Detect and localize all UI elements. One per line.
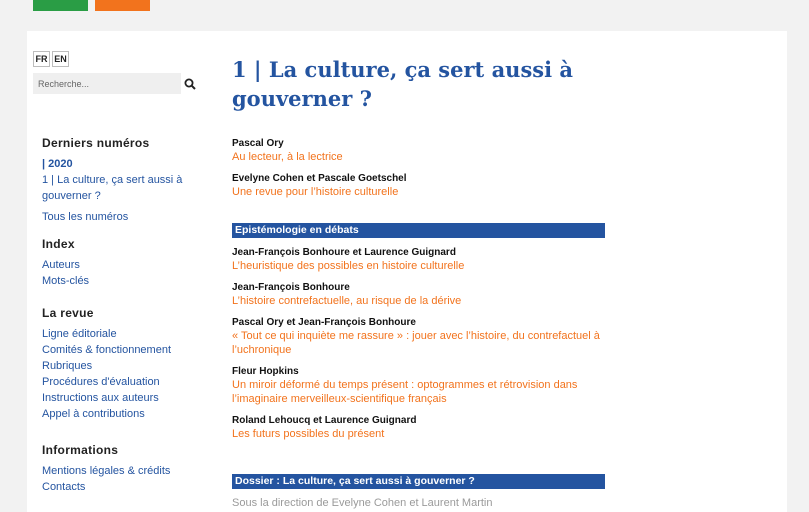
intro-articles <box>232 137 632 207</box>
article-author: Pascal Ory <box>232 138 284 149</box>
logo-green-block[interactable] <box>33 0 88 11</box>
sidebar-item-rubriques[interactable]: Rubriques <box>42 360 93 372</box>
page-title: 1 | La culture, ça sert aussi à gouverner ? <box>232 57 573 111</box>
lang-en-button[interactable]: EN <box>52 51 69 67</box>
sidebar-revue <box>42 305 171 422</box>
sidebar-item-appel[interactable]: Appel à contributions <box>42 408 145 420</box>
list-item <box>232 281 632 308</box>
sidebar-item-ligne-editoriale[interactable]: Ligne éditoriale <box>42 328 117 340</box>
sidebar-derniers <box>42 135 202 225</box>
article-author: Fleur Hopkins <box>232 366 299 377</box>
list-item <box>232 246 632 273</box>
sidebar-item-contacts[interactable]: Contacts <box>42 481 86 493</box>
section-heading[interactable]: Dossier : La culture, ça sert aussi à gouverner ? <box>232 474 605 489</box>
list-item <box>232 414 632 441</box>
article-author: Evelyne Cohen et Pascale Goetschel <box>232 173 407 184</box>
sidebar-year-link[interactable]: | 2020 <box>42 158 73 170</box>
list-item <box>232 316 632 357</box>
lang-fr-button[interactable]: FR <box>33 51 50 67</box>
sidebar-latest-issue-link[interactable]: 1 | La culture, ça sert aussi à gouverner ? <box>42 174 183 202</box>
search-icon[interactable] <box>181 73 199 94</box>
language-switcher <box>33 51 69 67</box>
sidebar-informations <box>42 442 170 495</box>
article-author: Jean-François Bonhoure et Laurence Guignard <box>232 247 456 258</box>
article-link[interactable]: « Tout ce qui inquiète me rassure » : jouer avec l’histoire, du contrefactuel à l’uchronique <box>232 330 600 356</box>
sidebar-item-auteurs[interactable]: Auteurs <box>42 259 80 271</box>
search-input[interactable]: Recherche... <box>33 73 181 94</box>
sidebar-index <box>42 236 89 289</box>
sidebar-item-mots-cles[interactable]: Mots-clés <box>42 275 90 287</box>
list-item <box>232 365 632 406</box>
list-item <box>232 172 632 199</box>
sidebar-item-mentions[interactable]: Mentions légales & crédits <box>42 465 171 477</box>
sidebar-item-procedures[interactable]: Procédures d'évaluation <box>42 376 160 388</box>
sidebar-item-instructions[interactable]: Instructions aux auteurs <box>42 392 159 404</box>
article-link[interactable]: Les futurs possibles du présent <box>232 428 385 440</box>
sidebar-heading-index: Index <box>42 237 75 251</box>
article-author: Jean-François Bonhoure <box>232 282 350 293</box>
sidebar-heading-derniers: Derniers numéros <box>42 136 150 150</box>
search-bar <box>33 73 199 94</box>
article-link[interactable]: L’histoire contrefactuelle, au risque de la dérive <box>232 295 462 307</box>
article-author: Roland Lehoucq et Laurence Guignard <box>232 415 417 426</box>
content-panel <box>27 31 787 512</box>
dossier-direction: Sous la direction de Evelyne Cohen et Laurent Martin <box>232 497 493 509</box>
sidebar-heading-informations: Informations <box>42 443 119 457</box>
article-link[interactable]: Un miroir déformé du temps présent : optogrammes et rétrovision dans l’imaginaire merveilleux-scientifique français <box>232 379 578 405</box>
section-dossier <box>232 474 632 509</box>
sidebar-heading-revue: La revue <box>42 306 94 320</box>
article-link[interactable]: L’heuristique des possibles en histoire culturelle <box>232 260 465 272</box>
section-epistemologie <box>232 223 632 449</box>
article-author: Pascal Ory et Jean-François Bonhoure <box>232 317 416 328</box>
article-link[interactable]: Au lecteur, à la lectrice <box>232 151 343 163</box>
sidebar-all-issues-link[interactable]: Tous les numéros <box>42 211 129 223</box>
logo-orange-block[interactable] <box>95 0 150 11</box>
list-item <box>232 137 632 164</box>
sidebar-item-comites[interactable]: Comités & fonctionnement <box>42 344 172 356</box>
article-link[interactable]: Une revue pour l’histoire culturelle <box>232 186 399 198</box>
section-heading[interactable]: Epistémologie en débats <box>232 223 605 238</box>
